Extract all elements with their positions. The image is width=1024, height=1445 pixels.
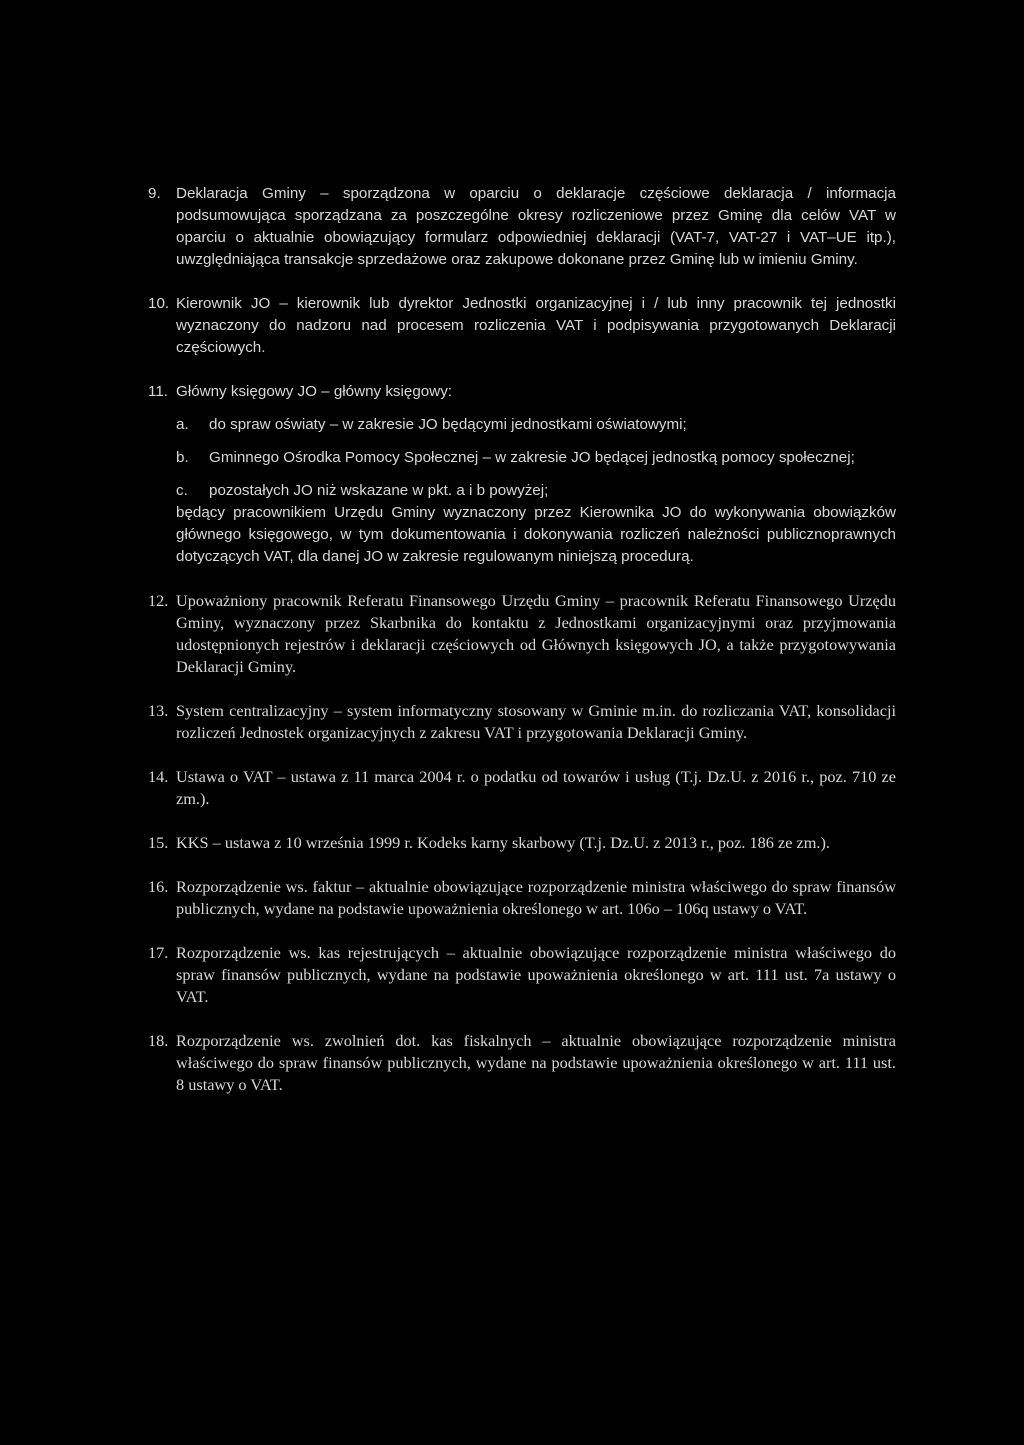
subitem-text: Gminnego Ośrodka Pomocy Społecznej – w zakresie JO będącej jednostką pomocy społecznej; bbox=[209, 449, 855, 466]
item-number: 9. bbox=[148, 185, 161, 202]
definition-item-14 bbox=[148, 766, 896, 810]
definitions-list bbox=[148, 183, 896, 1118]
subitem-b bbox=[176, 447, 896, 469]
item-number: 18. bbox=[148, 1031, 169, 1050]
item-number: 17. bbox=[148, 943, 169, 962]
definition-item-15 bbox=[148, 832, 896, 854]
definition-item-9 bbox=[148, 183, 896, 271]
item-number: 12. bbox=[148, 591, 169, 610]
subitem-letter: a. bbox=[176, 416, 189, 433]
item-text: Deklaracja Gminy – sporządzona w oparciu o deklaracje częściowe deklaracja / informacja podsumowująca sporządzana za poszczególne okresy rozliczeniowe przez Gminę dla celów VAT w oparciu o aktualnie obowiązujący formularz odpowiedniej deklaracji (VAT-7, VAT-27 i VAT–UE itp.), uwzględniająca transakcje sprzedażowe oraz zakupowe dokonane przez Gminę lub w imieniu Gminy. bbox=[176, 185, 896, 268]
item-text: Ustawa o VAT – ustawa z 11 marca 2004 r. o podatku od towarów i usług (T.j. Dz.U. z 2016 r., poz. 710 ze zm.). bbox=[176, 767, 896, 808]
definition-item-16 bbox=[148, 876, 896, 920]
item-number: 13. bbox=[148, 701, 169, 720]
subitem-c bbox=[176, 480, 896, 502]
item-number: 10. bbox=[148, 295, 170, 312]
definition-item-12 bbox=[148, 590, 896, 678]
item-text: System centralizacyjny – system informatyczny stosowany w Gminie m.in. do rozliczania VAT, konsolidacji rozliczeń Jednostek organizacyjnych z zakresu VAT i przygotowania Deklaracji Gminy. bbox=[176, 701, 896, 742]
item-text: Rozporządzenie ws. kas rejestrujących – aktualnie obowiązujące rozporządzenie ministra właściwego do spraw finansów publicznych, wydane na podstawie upoważnienia określonego w art. 111 ust. 7a ustawy o VAT. bbox=[176, 943, 896, 1006]
item-text: Główny księgowy JO – główny księgowy: bbox=[176, 383, 453, 400]
item-text: Kierownik JO – kierownik lub dyrektor Jednostki organizacyjnej i / lub inny pracownik tej jednostki wyznaczony do nadzoru nad procesem rozliczenia VAT i podpisywania przygotowanych Deklaracji częściowych. bbox=[176, 295, 896, 356]
item-number: 14. bbox=[148, 767, 169, 786]
subitem-text: do spraw oświaty – w zakresie JO będącymi jednostkami oświatowymi; bbox=[209, 416, 687, 433]
item-text: Upoważniony pracownik Referatu Finansowego Urzędu Gminy – pracownik Referatu Finansowego Urzędu Gminy, wyznaczony przez Skarbnika do kontaktu z Jednostkami organizacyjnymi oraz przyjmowania udostępnionych rejestrów i deklaracji częściowych od Głównych księgowych JO, a także przygotowywania Deklaracji Gminy. bbox=[176, 591, 896, 676]
definition-item-17 bbox=[148, 942, 896, 1008]
definition-item-10 bbox=[148, 293, 896, 359]
definition-item-18 bbox=[148, 1030, 896, 1096]
subitem-letter: c. bbox=[176, 482, 188, 499]
item-text: Rozporządzenie ws. faktur – aktualnie obowiązujące rozporządzenie ministra właściwego do spraw finansów publicznych, wydane na podstawie upoważnienia określonego w art. 106o – 106q ustawy o VAT. bbox=[176, 877, 896, 918]
item-number: 15. bbox=[148, 833, 169, 852]
item-number: 11. bbox=[148, 383, 168, 400]
subitem-text: pozostałych JO niż wskazane w pkt. a i b powyżej; bbox=[209, 482, 549, 499]
item-continuation-text: będący pracownikiem Urzędu Gminy wyznaczony przez Kierownika JO do wykonywania obowiązków głównego księgowego, w tym dokumentowania i dokonywania rozliczeń należności publicznoprawnych dotyczących VAT, dla danej JO w zakresie regulowanym niniejszą procedurą. bbox=[176, 504, 896, 565]
definition-item-11 bbox=[148, 381, 896, 568]
item-number: 16. bbox=[148, 877, 169, 896]
definition-item-13 bbox=[148, 700, 896, 744]
item-text: Rozporządzenie ws. zwolnień dot. kas fiskalnych – aktualnie obowiązujące rozporządzenie ministra właściwego do spraw finansów publicznych, wydane na podstawie upoważnienia określonego w art. 111 ust. 8 ustawy o VAT. bbox=[176, 1031, 896, 1094]
subitem-letter: b. bbox=[176, 449, 189, 466]
subitem-a bbox=[176, 414, 896, 436]
item-text: KKS – ustawa z 10 września 1999 r. Kodeks karny skarbowy (T.j. Dz.U. z 2013 r., poz. 186 ze zm.). bbox=[176, 833, 830, 852]
